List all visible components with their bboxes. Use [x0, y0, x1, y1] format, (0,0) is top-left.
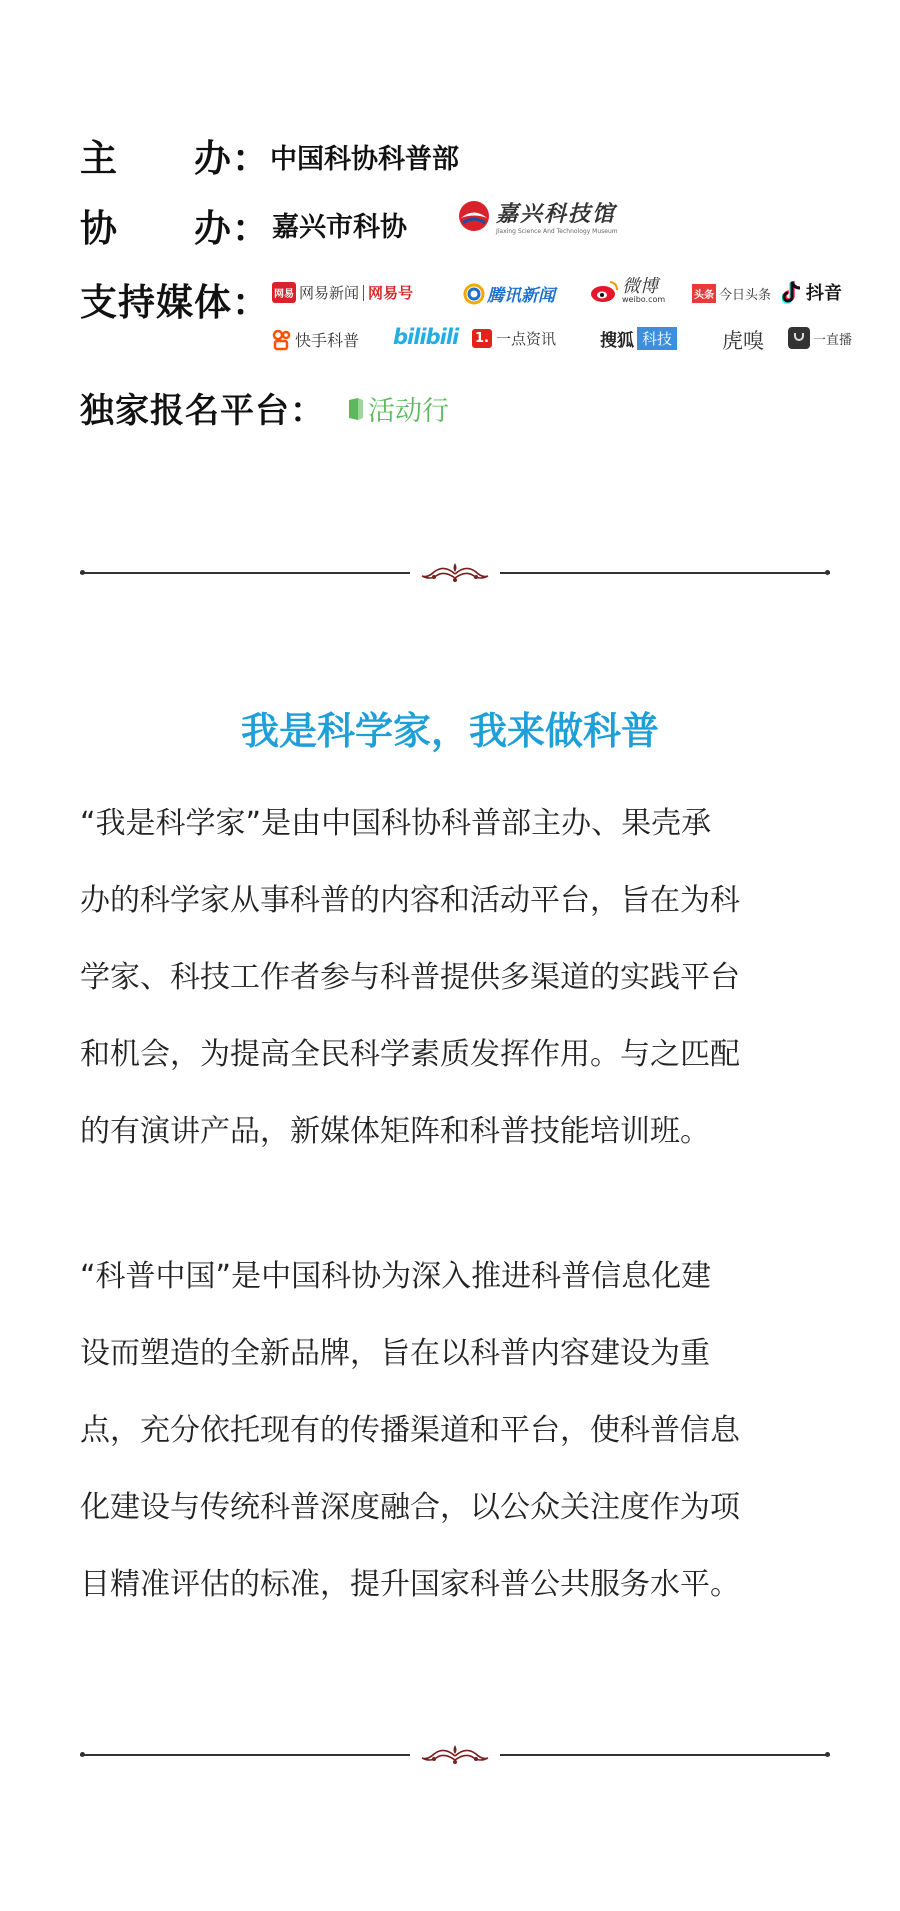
- paragraph-line: 点，充分依托现有的传播渠道和平台，使科普信息: [80, 1413, 740, 1448]
- yidian-text: 一点资讯: [495, 330, 556, 348]
- toutiao-logo: [692, 284, 771, 303]
- separator-bar: [363, 285, 364, 301]
- flourish-ornament-icon: [420, 560, 490, 586]
- yidian-logo: [472, 328, 556, 349]
- yizhibo-badge-icon: [788, 327, 810, 349]
- ornament-divider-top: [80, 560, 830, 586]
- douyin-text: 抖音: [806, 283, 842, 304]
- huxiu-logo: [722, 325, 764, 355]
- media-label: 支持媒体：: [80, 281, 270, 324]
- netease-news-logo: [272, 282, 413, 303]
- paragraph-line: 设而塑造的全新品牌，旨在以科普内容建设为重: [80, 1336, 710, 1371]
- paragraph-line: 和机会，为提高全民科学素质发挥作用。与之匹配: [80, 1037, 740, 1072]
- huxiu-text: 虎嗅: [722, 329, 764, 353]
- sohu-tech-tag: 科技: [637, 327, 677, 350]
- jiaxing-science-museum-logo: [455, 197, 618, 235]
- paragraph-line: 办的科学家从事科普的内容和活动平台，旨在为科: [80, 883, 740, 918]
- yidian-badge: 1.: [472, 329, 492, 348]
- weibo-text: 微博: [622, 276, 658, 297]
- weibo-url: weibo.com: [622, 295, 666, 304]
- kuaishou-icon: [272, 329, 292, 351]
- yizhibo-logo: [788, 327, 852, 349]
- section-heading: 我是科学家，我来做科普: [240, 709, 659, 753]
- host-label: 主 办：: [80, 137, 270, 180]
- sohu-tech-logo: [600, 326, 677, 351]
- netease-badge: 网易: [272, 282, 296, 303]
- co-host-label: 协 办：: [80, 207, 270, 250]
- paragraph-kepu-china: [80, 1238, 825, 1623]
- paragraph-line: “科普中国”是中国科协为深入推进科普信息化建: [80, 1259, 712, 1294]
- huodongxing-icon: [346, 396, 366, 422]
- netease-hao-text: 网易号: [368, 284, 414, 302]
- douyin-icon: [782, 279, 804, 305]
- paragraph-scientist: [80, 785, 825, 1170]
- huodongxing-logo[interactable]: [346, 389, 449, 428]
- paragraph-line: 学家、科技工作者参与科普提供多渠道的实践平台: [80, 960, 740, 995]
- bilibili-text: bilibili: [393, 325, 459, 349]
- paragraph-line: 目精准评估的标准，提升国家科普公共服务水平。: [80, 1567, 740, 1602]
- paragraph-line: 化建设与传统科普深度融合，以公众关注度作为项: [80, 1490, 740, 1525]
- huodongxing-text: 活动行: [368, 396, 449, 427]
- paragraph-line: 的有演讲产品，新媒体矩阵和科普技能培训班。: [80, 1114, 710, 1149]
- tencent-news-logo: [463, 281, 555, 306]
- host-value: 中国科协科普部: [270, 144, 459, 175]
- bilibili-logo: [393, 325, 458, 349]
- weibo-icon: [590, 278, 620, 304]
- paragraph-line: “我是科学家”是由中国科协科普部主办、果壳承: [80, 806, 712, 841]
- douyin-logo: [782, 279, 842, 305]
- tencent-news-text: 腾讯新闻: [487, 286, 555, 306]
- kuaishou-text: 快手科普: [295, 331, 360, 350]
- yizhibo-text: 一直播: [813, 332, 853, 348]
- ornament-divider-bottom: [80, 1742, 830, 1768]
- sohu-text: 搜狐: [600, 331, 634, 351]
- registration-label: 独家报名平台：: [80, 391, 325, 431]
- tencent-icon: [463, 283, 485, 305]
- toutiao-badge: 头条: [692, 284, 716, 303]
- weibo-logo: [590, 278, 665, 304]
- flourish-ornament-icon: [420, 1742, 490, 1768]
- museum-logo-text: 嘉兴科技馆: [496, 201, 617, 227]
- toutiao-text: 今日头条: [719, 288, 772, 303]
- co-host-value: 嘉兴市科协: [272, 212, 407, 243]
- museum-logo-subtitle: Jiaxing Science And Technology Museum: [496, 228, 618, 235]
- museum-emblem-icon: [455, 199, 493, 233]
- kuaishou-logo: [272, 328, 359, 351]
- netease-news-text: 网易新闻: [299, 284, 360, 302]
